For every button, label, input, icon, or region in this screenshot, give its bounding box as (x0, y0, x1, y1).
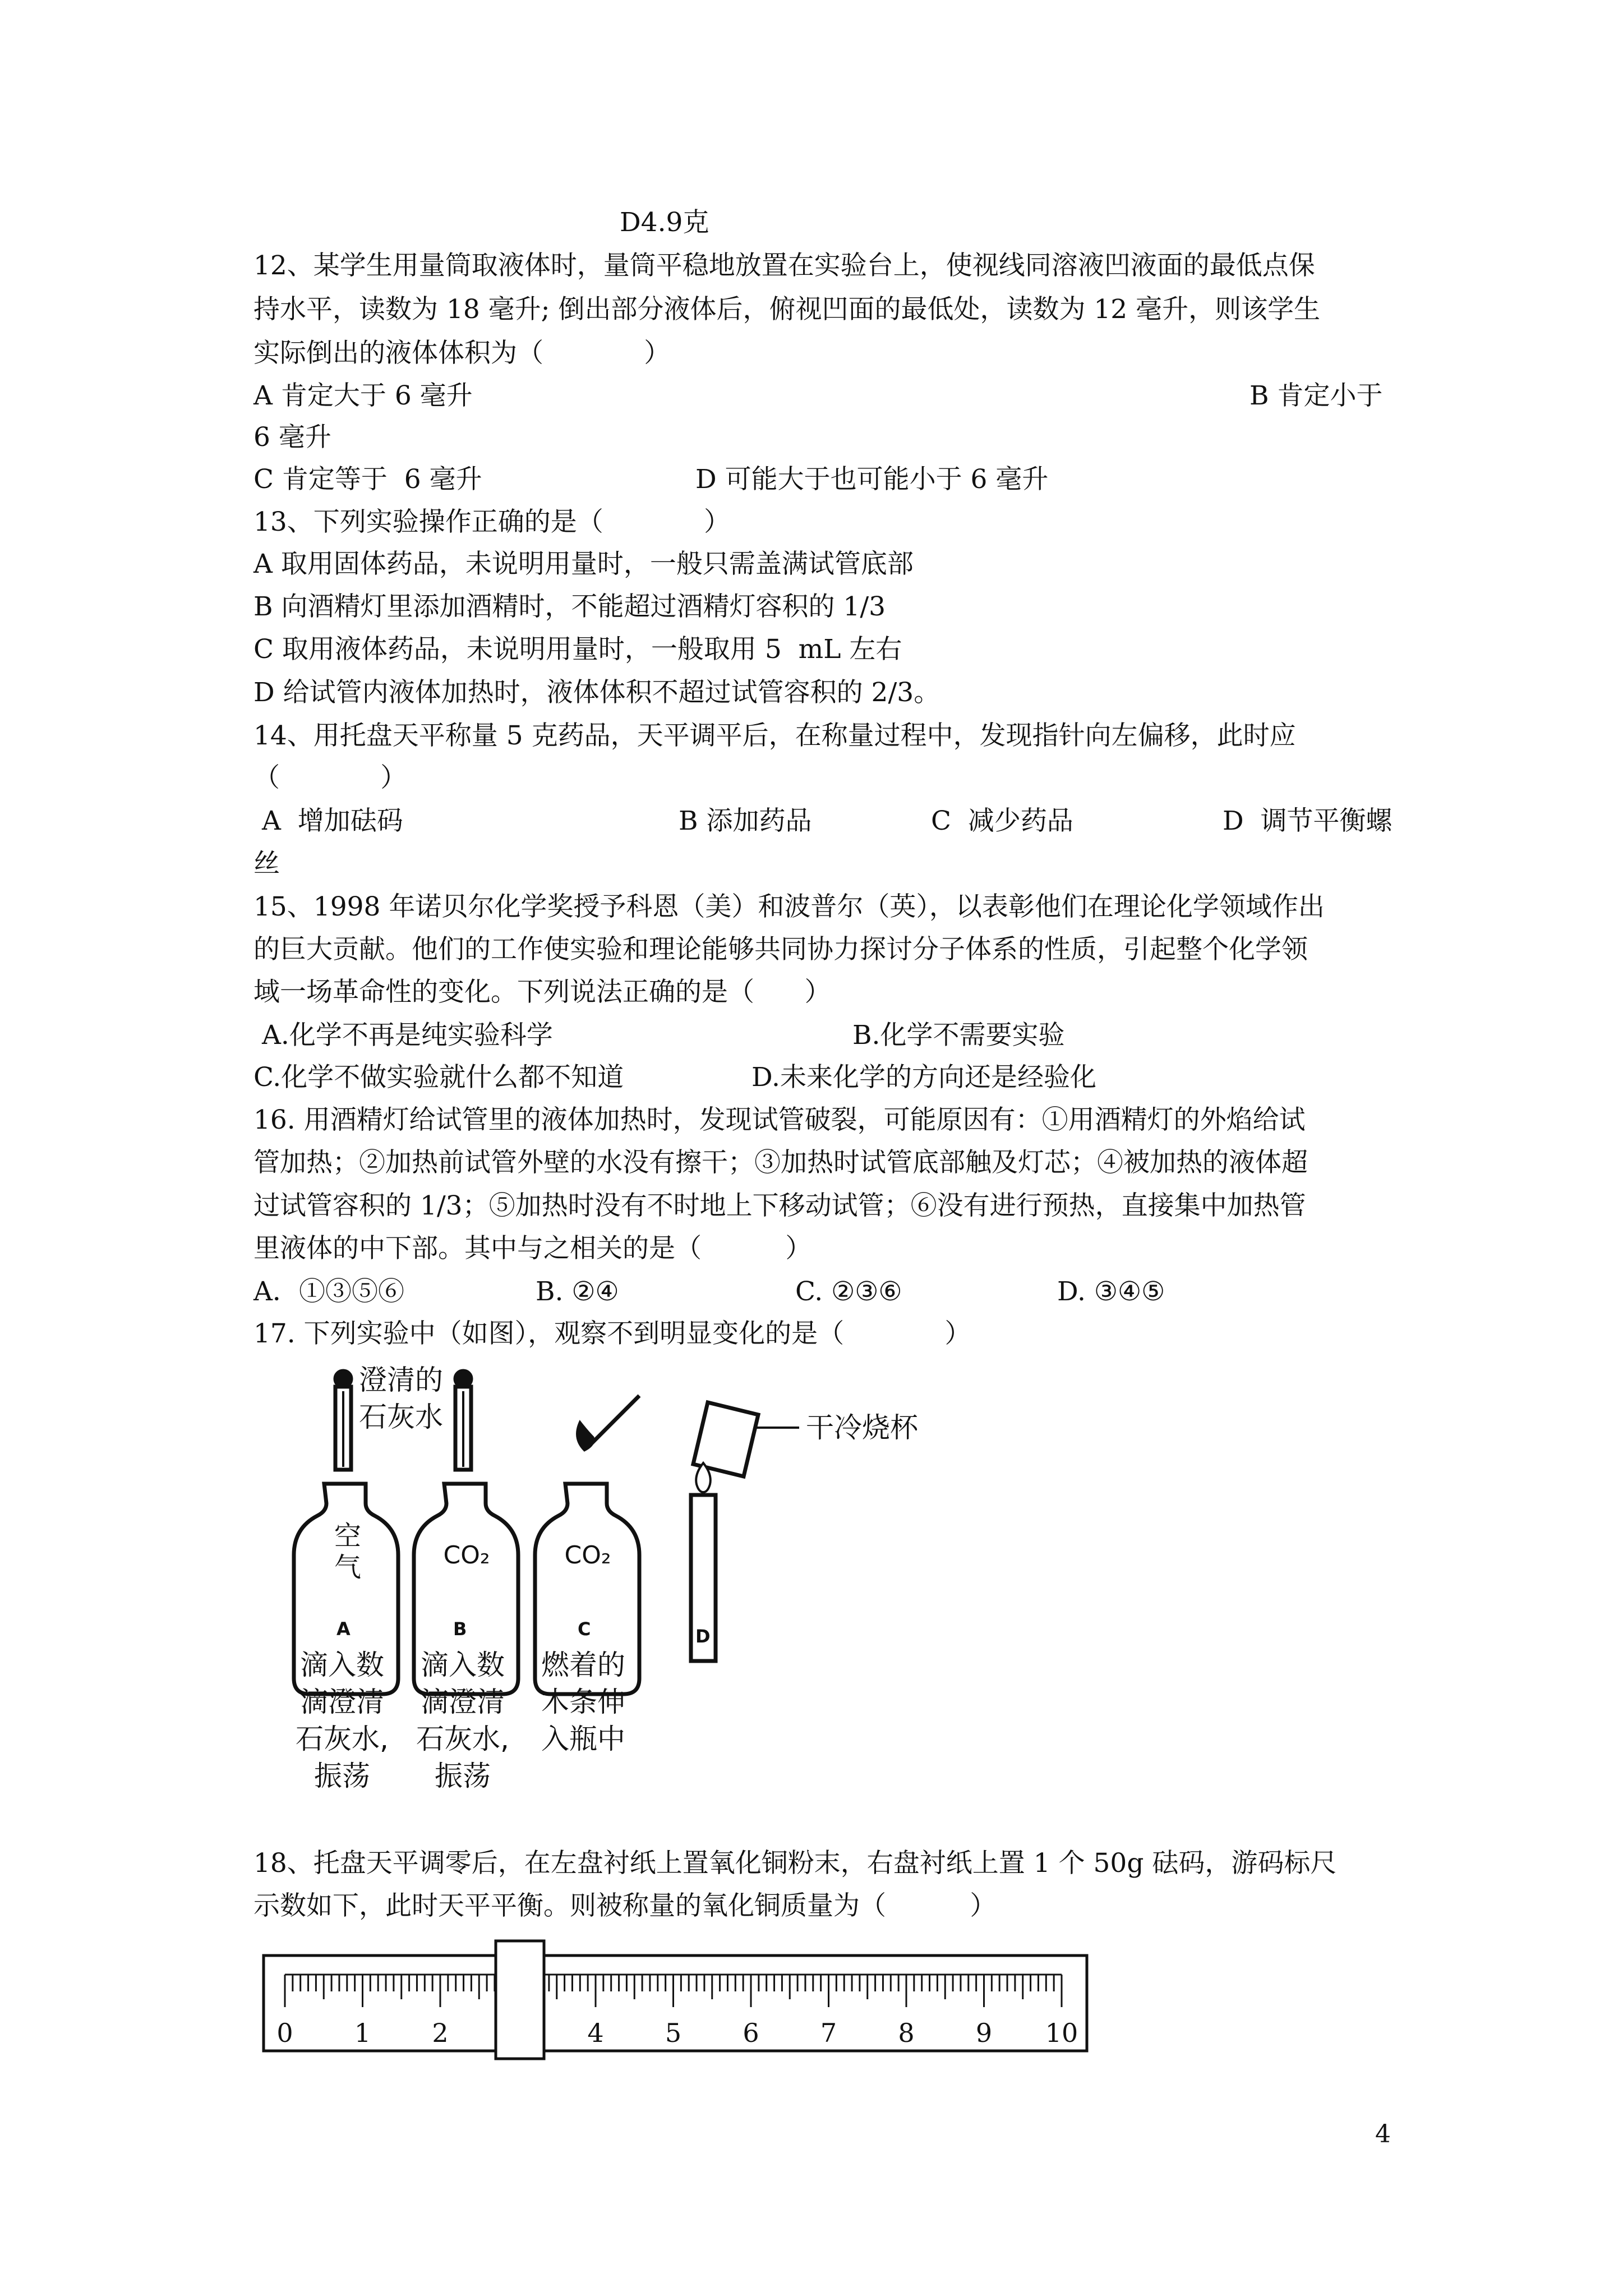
q12-option-d: D 可能大于也可能小于 6 毫升 (695, 464, 1049, 495)
q13-option-d: D 给试管内液体加热时，液体体积不超过试管容积的 2/3。 (253, 677, 940, 708)
q17-stem: 17. 下列实验中（如图），观察不到明显变化的是（ ） (253, 1318, 971, 1349)
q16-option-c: C. ②③⑥ (795, 1276, 902, 1307)
q16-option-d: D. ③④⑤ (1057, 1276, 1165, 1307)
q16-stem-line4: 里液体的中下部。其中与之相关的是（ ） (253, 1233, 812, 1264)
figure-letter-c: C (578, 1618, 591, 1640)
figure-letter-a: A (336, 1618, 351, 1640)
q12-option-a: A 肯定大于 6 毫升 (253, 380, 473, 411)
q13-option-a: A 取用固体药品，未说明用量时，一般只需盖满试管底部 (253, 549, 914, 579)
caption-b: 滴入数 滴澄清 石灰水, 振荡 (416, 1649, 509, 1792)
ruler-label: 1 (354, 2018, 371, 2048)
dropper-label-line2: 石灰水 (359, 1401, 443, 1433)
caption-c: 燃着的 木条伸 入瓶中 (541, 1649, 625, 1755)
q15-option-b: B.化学不需要实验 (852, 1020, 1065, 1051)
q16-option-a: A．①③⑤⑥ (253, 1276, 404, 1307)
q18-stem-line2: 示数如下，此时天平平衡。则被称量的氧化铜质量为（ ） (253, 1890, 997, 1921)
dropper-label-line1: 澄清的 (359, 1364, 443, 1396)
q14-answer-paren: （ ） (253, 762, 407, 793)
q16-stem-line2: 管加热；②加热前试管外壁的水没有擦干；③加热时试管底部触及灯芯；④被加热的液体超 (253, 1147, 1308, 1178)
q12-stem-line3: 实际倒出的液体体积为（ ） (253, 338, 671, 369)
ruler-label: 4 (587, 2018, 604, 2048)
caption-a: 滴入数 滴澄清 石灰水, 振荡 (296, 1649, 389, 1792)
q14-option-d-cont: 丝 (253, 848, 280, 879)
q15-stem-line2: 的巨大贡献。他们的工作使实验和理论能够共同协力探讨分子体系的性质，引起整个化学领 (253, 934, 1308, 965)
q14-option-b: B 添加药品 (679, 806, 812, 836)
ruler-label: 9 (975, 2018, 993, 2048)
q12-stem-line1: 12、某学生用量筒取液体时，量筒平稳地放置在实验台上，使视线同溶液凹液面的最低点保 (253, 250, 1315, 281)
q12-option-b-cont: 6 毫升 (253, 422, 331, 453)
q13-option-b: B 向酒精灯里添加酒精时，不能超过酒精灯容积的 1/3 (253, 591, 886, 622)
q15-stem-line1: 15、1998 年诺贝尔化学奖授予科恩（美）和波普尔（英），以表彰他们在理论化学领域作出 (253, 891, 1325, 922)
page-number: 4 (1375, 2120, 1391, 2148)
bottle-c-label: CO₂ (564, 1541, 611, 1570)
ruler-label: 5 (665, 2018, 682, 2048)
q16-stem-line1: 16. 用酒精灯给试管里的液体加热时，发现试管破裂，可能原因有：①用酒精灯的外焰给试 (253, 1105, 1306, 1135)
ruler-label: 6 (743, 2018, 759, 2048)
q13-option-c: C 取用液体药品，未说明用量时，一般取用 5 mL 左右 (253, 634, 902, 665)
rider-slider (496, 1941, 544, 2059)
q15-option-d: D.未来化学的方向还是经验化 (751, 1062, 1096, 1093)
ruler-label: 2 (432, 2018, 449, 2048)
bottle-a-label: 空 气 (334, 1520, 361, 1583)
bottle-b-label: CO₂ (443, 1541, 490, 1570)
ruler-label: 7 (820, 2018, 837, 2048)
ruler-label: 0 (276, 2018, 293, 2048)
q16-option-b: B. ②④ (536, 1276, 619, 1307)
q14-stem: 14、用托盘天平称量 5 克药品，天平调平后，在称量过程中，发现指针向左偏移，此时应 (253, 720, 1296, 751)
q16-stem-line3: 过试管容积的 1/3；⑤加热时没有不时地上下移动试管；⑥没有进行预热，直接集中加热管 (253, 1190, 1306, 1221)
ruler-label: 10 (1045, 2018, 1078, 2048)
q12-stem-line2: 持水平，读数为 18 毫升; 倒出部分液体后，俯视凹面的最低处，读数为 12 毫升，则该学生 (253, 294, 1321, 325)
q13-stem: 13、下列实验操作正确的是（ ） (253, 507, 731, 537)
q15-stem-line3: 域一场革命性的变化。下列说法正确的是（ ） (253, 977, 831, 1007)
figure-letter-b: B (453, 1618, 467, 1640)
beaker-label: 干冷烧杯 (806, 1411, 918, 1444)
ruler-label: 8 (898, 2018, 915, 2048)
figure-letter-d: D (695, 1626, 711, 1647)
q14-option-d: D 调节平衡螺 (1223, 806, 1393, 836)
q12-option-b: B 肯定小于 (1249, 380, 1383, 411)
q14-option-c: C 减少药品 (931, 806, 1073, 836)
q14-option-a: A 增加砝码 (253, 806, 403, 836)
q15-option-a: A.化学不再是纯实验科学 (253, 1020, 553, 1051)
q18-stem-line1: 18、托盘天平调零后，在左盘衬纸上置氧化铜粉末，右盘衬纸上置 1 个 50g 砝码，游码标尺 (253, 1848, 1337, 1879)
q12-option-c: C 肯定等于 6 毫升 (253, 464, 482, 495)
q15-option-c: C.化学不做实验就什么都不知道 (253, 1062, 624, 1093)
q11-option-d: D4.9克 (620, 207, 709, 238)
